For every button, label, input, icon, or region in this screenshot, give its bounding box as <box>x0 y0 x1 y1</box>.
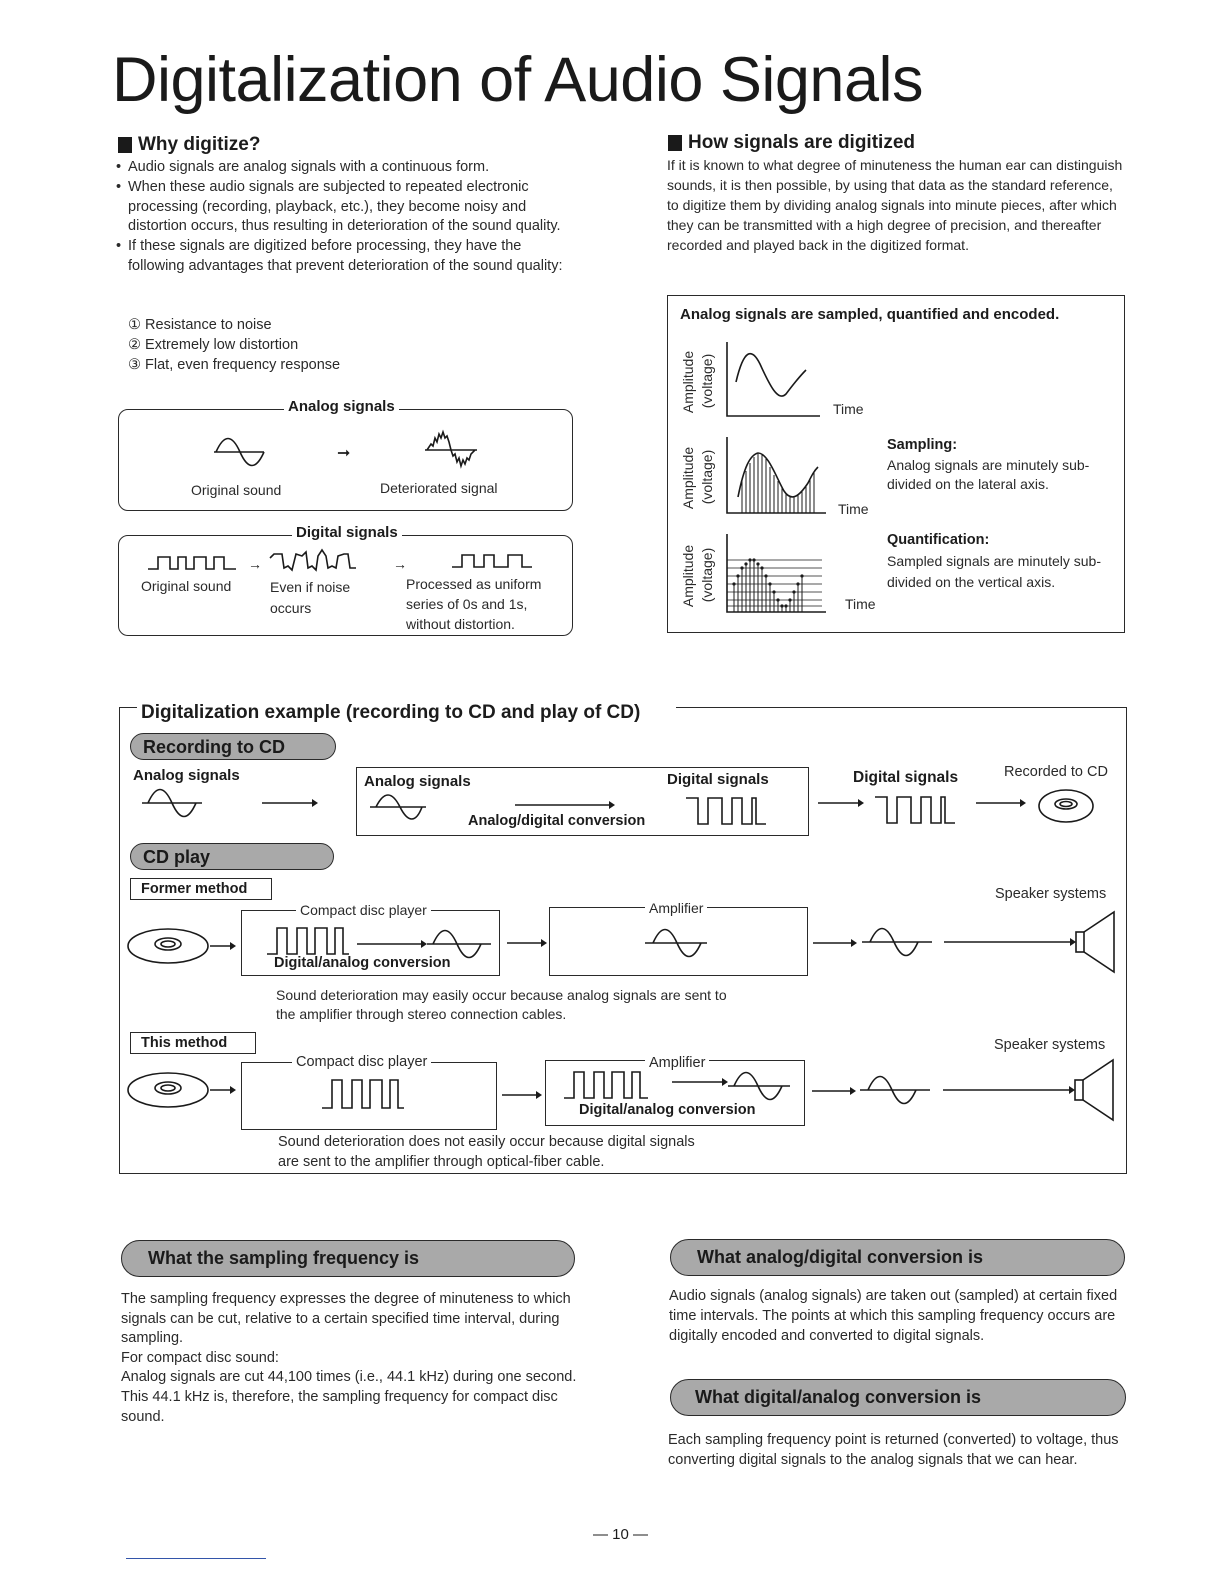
why-bullets <box>116 158 578 277</box>
how-heading-text: How signals are digitized <box>688 132 915 153</box>
sine-wave-icon <box>862 924 936 960</box>
time-label: Time <box>833 401 864 417</box>
da-conversion-pill: What digital/analog conversion is <box>670 1379 1126 1416</box>
analog-original-label: Original sound <box>191 482 282 498</box>
sampling-graph <box>722 437 832 517</box>
paragraph: For compact disc sound: <box>121 1349 279 1366</box>
time-label: Time <box>838 501 869 517</box>
this-method-tag: This method <box>130 1032 256 1054</box>
sine-wave-icon <box>142 787 206 819</box>
page-title: Digitalization of Audio Signals <box>112 45 924 115</box>
this-cd-player-label: Compact disc player <box>292 1054 431 1070</box>
square-wave-icon <box>875 793 957 827</box>
page-number: — 10 — <box>593 1526 649 1543</box>
how-text: If it is known to what degree of minuteness the human ear can distinguish sounds, it is then possible, by using that data as the standard reference, to digitize them by dividing analog signals into minute pieces, after which they can be transmitted with a high degree of precision, and thereafter recorded and played back in the digitized format. <box>667 157 1123 253</box>
recorded-to-cd-label: Recorded to CD <box>1004 764 1108 780</box>
arrow-icon <box>976 798 1026 808</box>
ad-conversion-pill: What analog/digital conversion is <box>670 1239 1125 1276</box>
arrow-icon <box>812 1086 856 1096</box>
paragraph: Analog signals are cut 44,100 times (i.e., 44.1 kHz) during one second. <box>121 1369 577 1386</box>
noisy-square-wave-icon <box>270 548 362 574</box>
rec-analog-label: Analog signals <box>133 767 240 784</box>
analog-box-legend: Analog signals <box>284 398 399 415</box>
this-da-label: Digital/analog conversion <box>579 1102 756 1118</box>
quantification-title: Quantification: <box>887 532 990 548</box>
ad-box-analog-label: Analog signals <box>364 773 471 790</box>
former-da-label: Digital/analog conversion <box>274 955 451 971</box>
digital-box-legend: Digital signals <box>292 524 402 541</box>
why-heading <box>118 134 260 156</box>
paragraph: This 44.1 kHz is, therefore, the sampling frequency for compact disc sound. <box>121 1388 558 1425</box>
speaker-icon <box>944 909 1120 977</box>
advantage-item: ② Extremely low distortion <box>128 336 299 353</box>
footer-line <box>126 1558 266 1559</box>
why-heading-text: Why digitize? <box>138 134 261 155</box>
recording-pill: Recording to CD <box>130 733 336 760</box>
arrow-icon <box>507 938 547 948</box>
former-cd-player-label: Compact disc player <box>296 902 431 918</box>
why-bullet: • When these audio signals are subjected to repeated electronic processing (recording, playback, etc.), they become noisy and distortion occurs, thus resulting in deterioration of the sound quality. <box>116 178 578 237</box>
sampling-frequency-pill: What the sampling frequency is <box>121 1240 575 1277</box>
sine-wave-icon <box>370 793 430 825</box>
example-heading: Digitalization example (recording to CD and play of CD) <box>141 702 641 723</box>
noisy-sine-wave-icon <box>423 430 483 468</box>
sine-wave-icon <box>645 925 711 961</box>
former-speaker-label: Speaker systems <box>995 886 1107 902</box>
analog-wave-graph <box>722 342 832 420</box>
former-amplifier-label: Amplifier <box>645 900 707 916</box>
square-wave-icon <box>320 1074 410 1112</box>
compact-disc-icon <box>1037 784 1097 828</box>
voltage-axis-label: (voltage) <box>699 547 715 603</box>
quantification-text: Sampled signals are minutely sub-divided on the vertical axis. <box>887 553 1101 590</box>
ad-box-digital-label: Digital signals <box>667 771 769 788</box>
digital-processed-label: Processed as uniform series of 0s and 1s, without distortion. <box>406 576 542 632</box>
this-note: Sound deterioration does not easily occur because digital signals are sent to the amplifier through optical-fiber cable. <box>278 1134 695 1170</box>
former-method-tag: Former method <box>130 878 272 900</box>
voltage-axis-label: (voltage) <box>699 449 715 505</box>
why-bullet: • Audio signals are analog signals with a continuous form. <box>116 158 578 178</box>
advantages-list <box>120 316 560 375</box>
cd-play-pill: CD play <box>130 843 334 870</box>
former-note: Sound deterioration may easily occur because analog signals are sent to the amplifier through stereo connection cables. <box>276 987 727 1022</box>
arrow-icon: → <box>248 556 262 572</box>
arrow-icon <box>818 798 864 808</box>
amplitude-axis-label: Amplitude <box>680 544 696 608</box>
square-wave-icon <box>452 551 536 571</box>
sine-wave-icon <box>860 1072 934 1108</box>
arrow-icon: ➞ <box>337 445 351 462</box>
square-to-sine-icon <box>265 922 495 958</box>
paragraph: The sampling frequency expresses the degree of minuteness to which signals can be cut, relative to a certain specified time interval, during sampling. <box>121 1291 571 1347</box>
digitizing-diagram-title: Analog signals are sampled, quantified and encoded. <box>680 306 1060 323</box>
why-bullet: • If these signals are digitized before processing, they have the following advantages that prevent deterioration of the sound quality: <box>116 237 578 277</box>
speaker-icon <box>943 1056 1119 1124</box>
da-conversion-text: Each sampling frequency point is returned (converted) to voltage, thus converting digital signals to the analog signals that we can hear. <box>668 1432 1119 1468</box>
frame-top-line <box>676 707 1127 708</box>
compact-disc-icon <box>126 924 238 968</box>
digital-original-label: Original sound <box>141 578 232 594</box>
this-speaker-label: Speaker systems <box>994 1037 1106 1053</box>
digital-noise-label: Even if noise occurs <box>270 579 351 616</box>
arrow-icon: → <box>393 556 407 572</box>
sine-wave-icon <box>212 438 272 468</box>
arrow-icon <box>262 798 318 808</box>
compact-disc-icon <box>126 1068 238 1112</box>
advantage-item: ③ Flat, even frequency response <box>128 356 341 373</box>
ad-conversion-text: Audio signals (analog signals) are taken out (sampled) at certain fixed time intervals. The points at which this sampling frequency occurs are digitally encoded and converted to digital signals. <box>669 1288 1118 1344</box>
rec-digital-label: Digital signals <box>853 769 959 786</box>
square-to-sine-icon <box>562 1066 794 1102</box>
square-wave-icon <box>148 553 238 573</box>
sampling-title: Sampling: <box>887 437 958 453</box>
arrow-icon <box>813 938 857 948</box>
amplitude-axis-label: Amplitude <box>680 446 696 510</box>
voltage-axis-label: (voltage) <box>699 353 715 409</box>
sampling-text: Analog signals are minutely sub-divided on the lateral axis. <box>887 457 1090 492</box>
frame-top-line <box>119 707 137 708</box>
time-label: Time <box>845 596 876 612</box>
quantification-graph <box>722 534 832 616</box>
how-heading <box>668 132 915 154</box>
square-bullet-icon <box>118 137 132 153</box>
square-wave-icon <box>686 794 768 828</box>
arrow-icon <box>515 800 615 810</box>
amplitude-axis-label: Amplitude <box>680 350 696 414</box>
square-bullet-icon <box>668 135 682 151</box>
advantage-item: ① Resistance to noise <box>128 317 272 333</box>
sampling-frequency-text <box>121 1290 579 1427</box>
analog-deteriorated-label: Deteriorated signal <box>380 480 498 496</box>
this-amplifier-label: Amplifier <box>645 1055 709 1071</box>
ad-conversion-label: Analog/digital conversion <box>468 813 646 829</box>
arrow-icon <box>502 1090 542 1100</box>
